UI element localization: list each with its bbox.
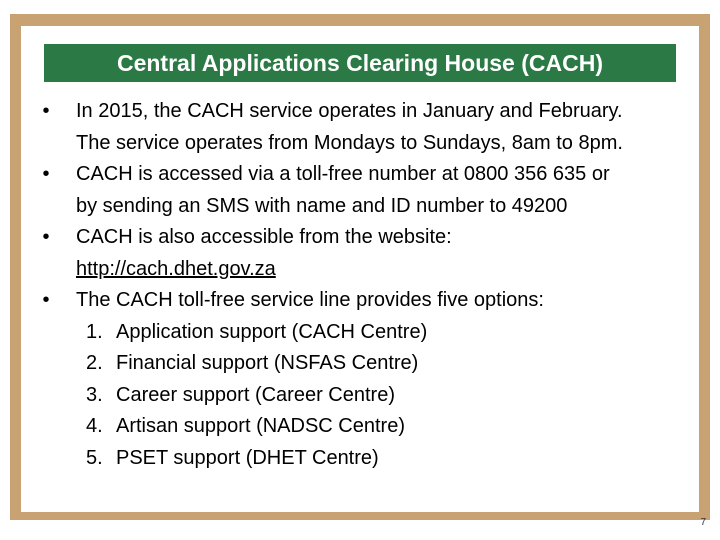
title-bar bbox=[42, 42, 678, 84]
option-label: Career support (Career Centre) bbox=[116, 383, 395, 406]
website-link[interactable]: http://cach.dhet.gov.za bbox=[76, 257, 276, 280]
option-item bbox=[36, 443, 696, 475]
bullet-item bbox=[36, 96, 696, 159]
slide-title: Central Applications Clearing House (CACH) bbox=[116, 49, 604, 76]
option-item bbox=[36, 348, 696, 380]
option-label: Artisan support (NADSC Centre) bbox=[116, 415, 405, 437]
option-item bbox=[36, 411, 696, 443]
bullet-item bbox=[36, 222, 696, 285]
option-number: 3. bbox=[86, 383, 103, 406]
bullet-dot: • bbox=[42, 100, 50, 122]
bullet-line: The service operates from Mondays to Sundays, 8am to 8pm. bbox=[76, 131, 623, 154]
option-label: Application support (CACH Centre) bbox=[116, 320, 428, 343]
bullet-line: CACH is also accessible from the website: bbox=[76, 226, 452, 248]
page-number: 7 bbox=[700, 517, 706, 528]
option-item bbox=[36, 317, 696, 349]
option-number: 1. bbox=[86, 320, 103, 343]
option-number: 5. bbox=[86, 446, 103, 469]
bullet-item bbox=[36, 159, 696, 222]
option-number: 2. bbox=[86, 352, 103, 374]
slide-content bbox=[36, 96, 696, 474]
bullet-dot: • bbox=[42, 226, 50, 248]
bullet-line: by sending an SMS with name and ID number to 49200 bbox=[76, 194, 568, 217]
bullet-item bbox=[36, 285, 696, 317]
option-label: PSET support (DHET Centre) bbox=[116, 446, 379, 469]
bullet-line: The CACH toll-free service line provides five options: bbox=[76, 289, 544, 311]
option-number: 4. bbox=[86, 415, 103, 437]
option-item bbox=[36, 380, 696, 412]
bullet-dot: • bbox=[42, 289, 50, 311]
bullet-dot: • bbox=[42, 163, 50, 185]
bullet-line: CACH is accessed via a toll-free number at 0800 356 635 or bbox=[76, 163, 610, 185]
bullet-line: In 2015, the CACH service operates in January and February. bbox=[76, 100, 623, 122]
option-label: Financial support (NSFAS Centre) bbox=[116, 352, 419, 374]
